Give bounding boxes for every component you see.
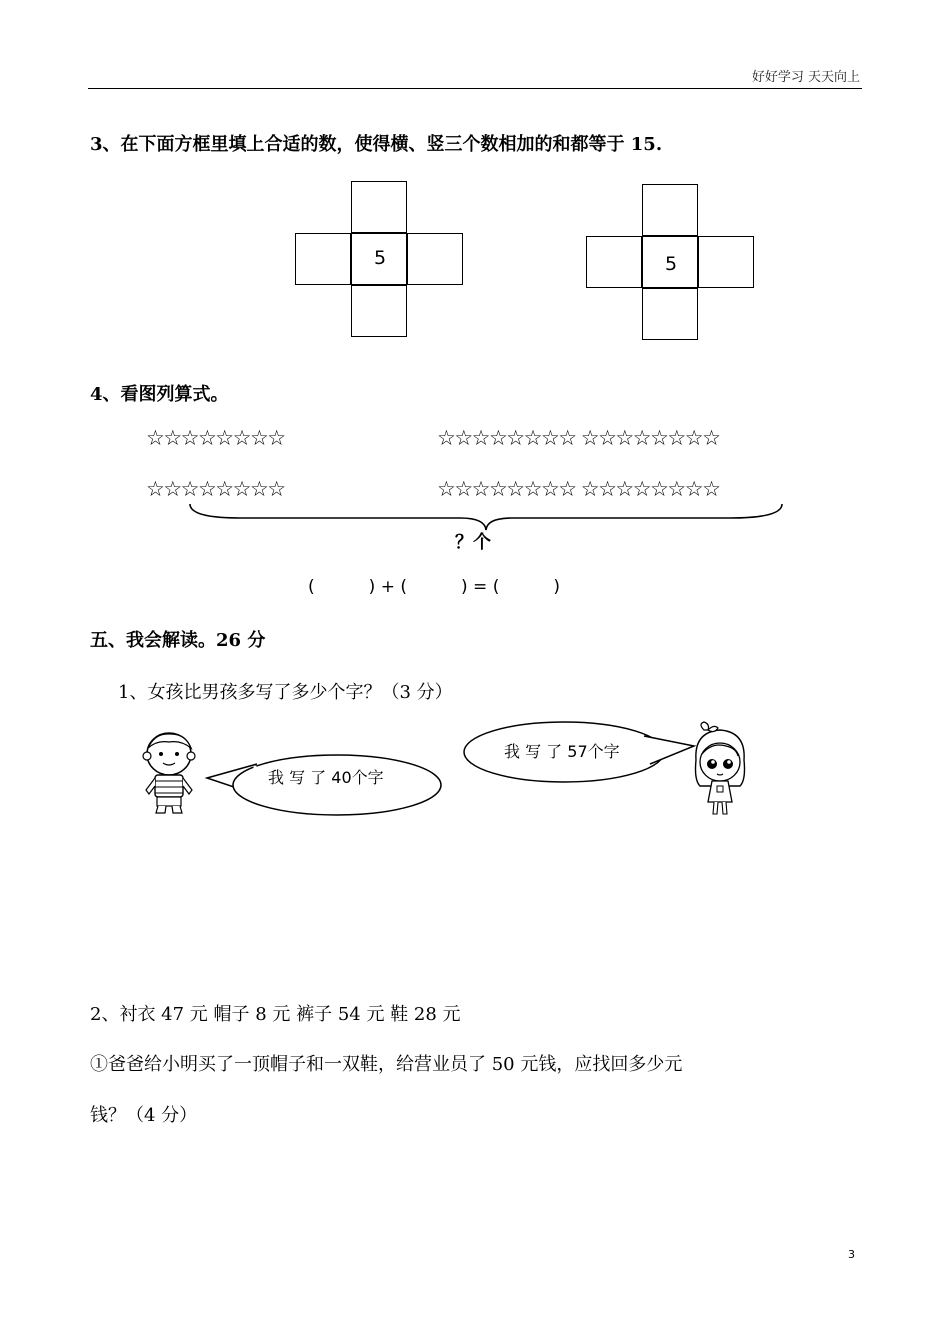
question-count-label: ？个 [455, 532, 491, 553]
stars-right-row-1: ☆☆☆☆☆☆☆☆ ☆☆☆☆☆☆☆☆ [437, 426, 720, 450]
girl-speech-clip [498, 738, 648, 778]
boy-speech-clip [262, 764, 412, 806]
question-2-prices: 2、衬衣 47 元 帽子 8 元 裤子 54 元 鞋 28 元 [90, 1004, 461, 1025]
cross-grid-right [586, 184, 754, 344]
grid-cell-center [642, 236, 698, 288]
grid-cell-left[interactable] [295, 233, 351, 285]
header-divider [88, 88, 862, 89]
question-4-title: 4、看图列算式。 [90, 384, 229, 405]
grid-cell-right[interactable] [698, 236, 754, 288]
grid-cell-bottom[interactable] [642, 288, 698, 340]
stars-right-row-2: ☆☆☆☆☆☆☆☆ ☆☆☆☆☆☆☆☆ [437, 477, 720, 501]
equation-blanks: ( ) + ( ) = ( ) [308, 577, 561, 597]
page-number: 3 [848, 1248, 855, 1261]
section-5-question-1: 1、女孩比男孩多写了多少个字？（3 分） [118, 682, 453, 703]
grid-cell-right[interactable] [407, 233, 463, 285]
header-motto: 好好学习 天天向上 [751, 70, 860, 85]
girl-speech-text: 我 写 了 57个字 [504, 742, 620, 761]
grid-center-value: 5 [665, 253, 678, 275]
boy-speech-text: 我 写 了 40个字 [268, 768, 384, 787]
stars-left-row-2: ☆☆☆☆☆☆☆☆ [146, 477, 285, 501]
grid-cell-top[interactable] [351, 181, 407, 233]
grid-cell-center [351, 233, 407, 285]
stars-left-row-1: ☆☆☆☆☆☆☆☆ [146, 426, 285, 450]
boy-cartoon-image [135, 730, 205, 816]
question-2-sub-1-line-2: 钱？（4 分） [90, 1105, 198, 1126]
grid-cell-top[interactable] [642, 184, 698, 236]
section-5-title: 五、我会解读。26 分 [90, 630, 266, 651]
grid-cell-bottom[interactable] [351, 285, 407, 337]
question-2-sub-1-line-1: ①爸爸给小明买了一顶帽子和一双鞋，给营业员了 50 元钱，应找回多少元 [90, 1054, 683, 1075]
cross-grid-left [295, 181, 463, 341]
grid-center-value: 5 [374, 247, 387, 269]
question-3-text: 3、在下面方框里填上合适的数，使得横、竖三个数相加的和都等于 15. [90, 134, 663, 155]
girl-cartoon-image [686, 720, 756, 820]
grid-cell-left[interactable] [586, 236, 642, 288]
